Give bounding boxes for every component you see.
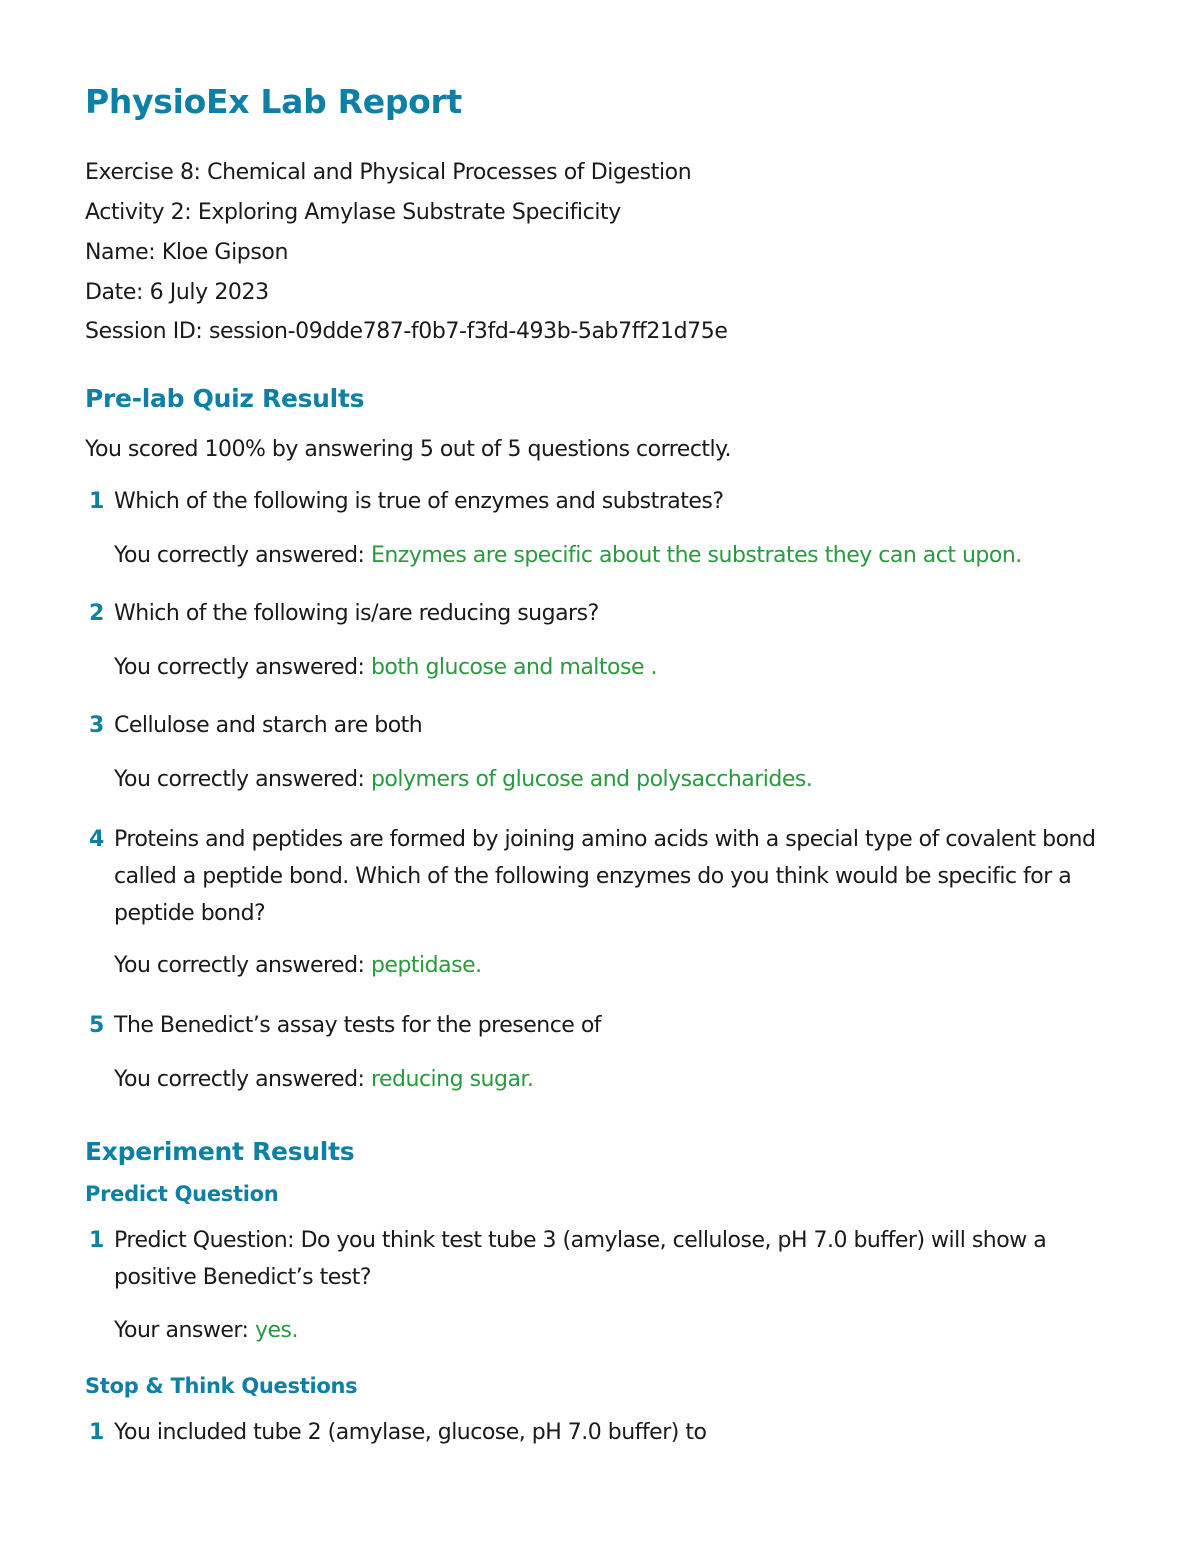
question-text: Proteins and peptides are formed by joining amino acids with a special type of covalent bond called a peptide bond. Which of the following enzymes do you think would be specific for a peptide bond? bbox=[114, 827, 1096, 926]
answer-prefix: You correctly answered: bbox=[114, 655, 371, 680]
question-number: 1 bbox=[89, 1228, 105, 1253]
question-number: 4 bbox=[89, 827, 105, 852]
question-answer bbox=[114, 543, 1022, 568]
question-text: You included tube 2 (amylase, glucose, pH 7.0 buffer) to bbox=[114, 1420, 707, 1445]
question-number: 3 bbox=[89, 713, 105, 738]
question-text: Which of the following is true of enzymes and substrates? bbox=[114, 489, 724, 514]
answer-value: polymers of glucose and polysaccharides. bbox=[370, 767, 813, 792]
answer-prefix: You correctly answered: bbox=[114, 953, 371, 978]
question-text: Predict Question: Do you think test tube 3 (amylase, cellulose, pH 7.0 buffer) will show a positive Benedict’s test? bbox=[114, 1228, 1047, 1290]
report-date: Date: 6 July 2023 bbox=[85, 280, 269, 305]
activity-line: Activity 2: Exploring Amylase Substrate Specificity bbox=[85, 200, 621, 225]
question-number: 5 bbox=[89, 1013, 105, 1038]
answer-prefix: You correctly answered: bbox=[114, 1067, 371, 1092]
question-text: Which of the following is/are reducing sugars? bbox=[114, 601, 599, 626]
question-text: The Benedict’s assay tests for the presence of bbox=[114, 1013, 602, 1038]
predict-heading: Predict Question bbox=[85, 1182, 279, 1206]
answer-prefix: Your answer: bbox=[114, 1318, 255, 1343]
question-answer bbox=[114, 953, 482, 978]
prelab-score: You scored 100% by answering 5 out of 5 questions correctly. bbox=[85, 437, 732, 462]
prelab-heading: Pre-lab Quiz Results bbox=[85, 384, 365, 413]
experiment-heading: Experiment Results bbox=[85, 1137, 355, 1166]
stop-think-heading: Stop & Think Questions bbox=[85, 1374, 358, 1398]
question-text: Cellulose and starch are both bbox=[114, 713, 423, 738]
question-answer bbox=[114, 655, 657, 680]
answer-value: reducing sugar. bbox=[370, 1067, 534, 1092]
session-id: Session ID: session-09dde787-f0b7-f3fd-493b-5ab7ff21d75e bbox=[85, 319, 728, 344]
question-number: 1 bbox=[89, 1420, 105, 1445]
answer-value: Enzymes are specific about the substrates they can act upon. bbox=[370, 543, 1022, 568]
student-name: Name: Kloe Gipson bbox=[85, 240, 289, 265]
question-number: 2 bbox=[89, 601, 105, 626]
answer-prefix: You correctly answered: bbox=[114, 767, 371, 792]
question-answer bbox=[114, 1318, 298, 1343]
answer-value: yes. bbox=[254, 1318, 298, 1343]
question-answer bbox=[114, 767, 812, 792]
exercise-line: Exercise 8: Chemical and Physical Processes of Digestion bbox=[85, 160, 692, 185]
answer-prefix: You correctly answered: bbox=[114, 543, 371, 568]
question-number: 1 bbox=[89, 489, 105, 514]
answer-value: both glucose and maltose . bbox=[370, 655, 657, 680]
report-title: PhysioEx Lab Report bbox=[85, 82, 462, 121]
question-answer bbox=[114, 1067, 533, 1092]
answer-value: peptidase. bbox=[370, 953, 482, 978]
